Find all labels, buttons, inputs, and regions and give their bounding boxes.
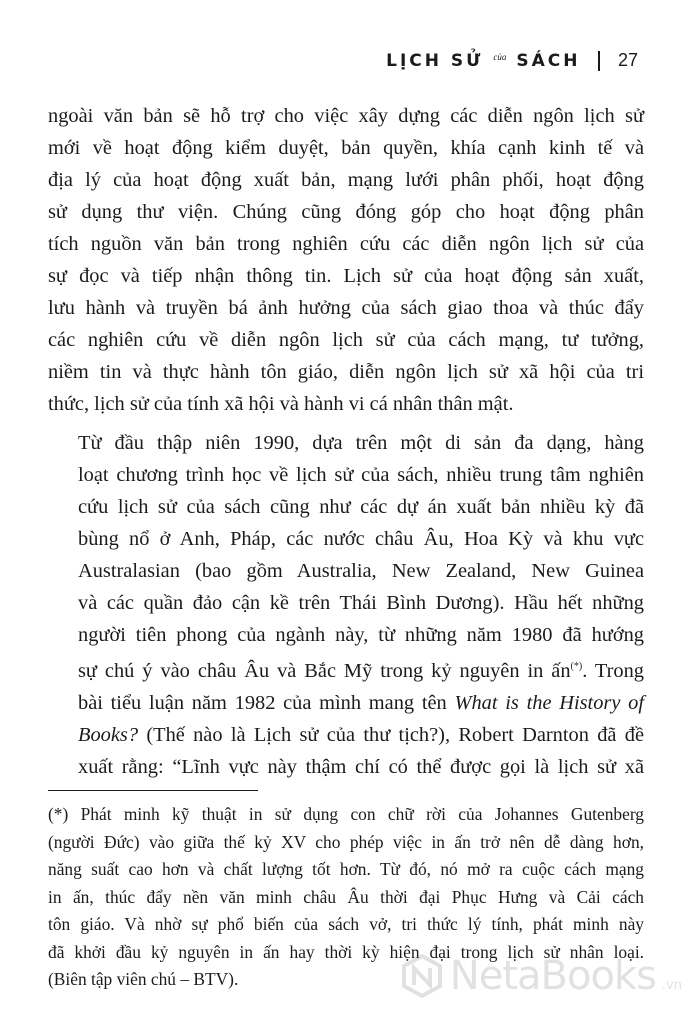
text-line: tích nguồn văn bản trong nghiên cứu các diễn ngôn lịch sử của (48, 233, 644, 255)
text-line: sự đọc và tiếp nhận thông tin. Lịch sử của hoạt động sản xuất, (48, 265, 644, 287)
running-header (386, 50, 638, 71)
text-line: loạt chương trình học về lịch sử của sách, nhiều trung tâm nghiên (78, 464, 644, 486)
footnote-line: in ấn, thúc đẩy nền văn minh châu Âu thời đại Phục Hưng và Cải cách (48, 886, 644, 907)
text-line: cứu lịch sử của sách cũng như các dự án xuất bản nhiều kỳ đã (78, 496, 644, 518)
footnote-marker: (*) (570, 661, 583, 672)
watermark-brand: NetaBooks (449, 953, 656, 999)
footnote-line: tôn giáo. Và nhờ sự phổ biến của sách vở, tri thức lý tính, phát minh này (48, 914, 644, 934)
text-line: thức, lịch sử của tính xã hội và hành vi cá nhân thân mật. (48, 393, 514, 415)
footnote-line: (*) Phát minh kỹ thuật in sử dụng con chữ rời của Johannes Gutenberg (48, 804, 644, 824)
footnote-line: đã khởi đầu kỷ nguyên in ấn hay thời kỳ hiện đại trong lịch sử nhân loại. (48, 941, 644, 962)
footnote-divider (48, 790, 258, 791)
paragraph-2 (48, 427, 644, 783)
text-line: sử dụng thư viện. Chúng cũng đóng góp cho hoạt động phân (48, 201, 644, 223)
text-line: và các quần đảo cận kề trên Thái Bình Dương). Hầu hết những (78, 592, 644, 614)
watermark (400, 953, 682, 999)
text-line: người tiên phong của ngành này, từ những năm 1980 đã hướng (78, 624, 644, 646)
text-run: bài tiểu luận năm 1982 của mình mang tên (78, 691, 455, 714)
footnote-line: (người Đức) vào giữa thế kỷ XV cho phép việc in ấn trở nên dễ dàng hơn, (48, 831, 644, 852)
body-text (48, 100, 644, 783)
text-line (48, 687, 644, 719)
netabooks-logo-icon (400, 954, 444, 998)
text-line (48, 719, 644, 751)
text-line: xuất rằng: “Lĩnh vực này thậm chí có thể được gọi là lịch sử xã (78, 755, 644, 778)
header-title-part2: SÁCH (516, 50, 581, 71)
text-run: (Thế nào là Lịch sử của thư tịch?), Robert Darnton đã đề (138, 723, 644, 746)
watermark-suffix: .vn (661, 978, 682, 993)
text-line: ngoài văn bản sẽ hỗ trợ cho việc xây dựng các diễn ngôn lịch sử (48, 105, 644, 127)
book-title-italic: What is the History of (454, 691, 644, 714)
header-title-cua: của (493, 51, 507, 62)
text-line: Australasian (bao gồm Australia, New Zealand, New Guinea (78, 560, 644, 582)
text-line: lưu hành và truyền bá ảnh hưởng của sách giao thoa và thúc đẩy (48, 297, 644, 319)
text-line: niềm tin và thực hành tôn giáo, diễn ngôn lịch sử xã hội của tri (48, 361, 644, 383)
paragraph-1 (48, 100, 644, 420)
text-run: . Trong (582, 659, 644, 682)
page-number: 27 (617, 50, 638, 70)
text-line: mới về hoạt động kiểm duyệt, bản quyền, khía cạnh kinh tế và (48, 137, 644, 159)
header-title-part1: LỊCH SỬ (386, 50, 484, 71)
text-line: địa lý của hoạt động xuất bản, mạng lưới phân phối, hoạt động (48, 169, 644, 191)
header-separator (598, 51, 600, 71)
text-run: sự chú ý vào châu Âu và Bắc Mỹ trong kỷ nguyên in ấn (78, 659, 571, 682)
text-line: bùng nổ ở Anh, Pháp, các nước châu Âu, Hoa Kỳ và khu vực (78, 528, 644, 550)
footnote-line: năng suất cao hơn và chất lượng tốt hơn. Từ đó, nó mở ra cuộc cách mạng (48, 859, 644, 879)
text-line: Từ đầu thập niên 1990, dựa trên một di sản đa dạng, hàng (78, 432, 644, 454)
footnote-line: (Biên tập viên chú – BTV). (48, 969, 239, 989)
book-title-italic: Books? (78, 723, 139, 746)
text-line (48, 651, 644, 687)
text-line: các nghiên cứu về diễn ngôn lịch sử của cách mạng, tư tưởng, (48, 329, 644, 351)
